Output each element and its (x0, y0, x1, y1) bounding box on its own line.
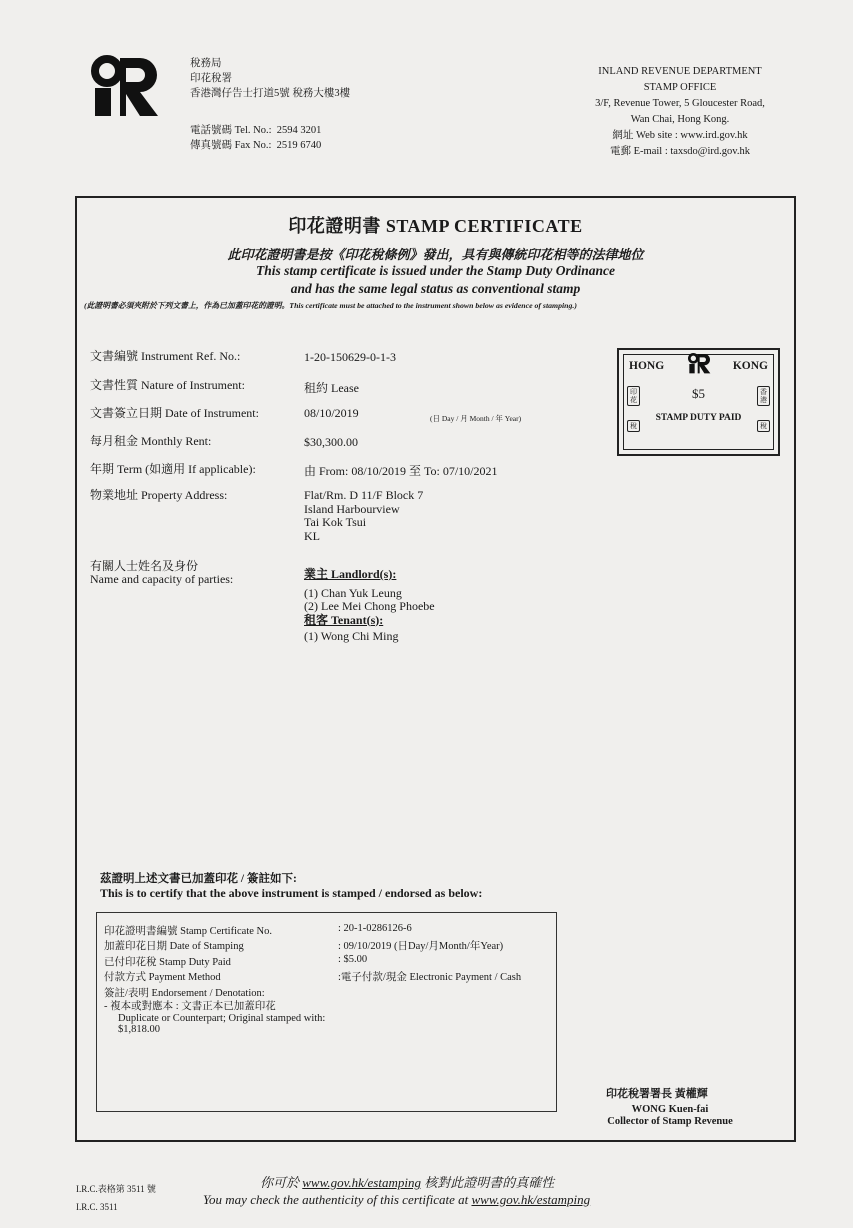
cert-no-value: : 20-1-0286126-6 (338, 923, 412, 934)
landlord-item: (1) Chan Yuk Leung (304, 585, 402, 600)
ref-value: 1-20-150629-0-1-3 (304, 350, 396, 364)
tenant-item: (1) Wong Chi Ming (304, 629, 399, 643)
seal-amount: $5 (692, 386, 705, 401)
stamp-duty-paid-seal (617, 348, 780, 456)
verify-en-prefix: You may check the authenticity of this certificate at (203, 1192, 472, 1207)
seal-hong-text: HONG (629, 360, 665, 372)
endorsement-label: 簽註/表明 Endorsement / Denotation: (104, 988, 265, 999)
seal-side-left-bottom: 稅 (627, 420, 640, 432)
seal-kong-text: KONG (732, 360, 768, 372)
seal-side-left-top: 印花 (627, 386, 640, 406)
office-en: STAMP OFFICE (643, 82, 717, 93)
attachment-note: (此證明書必須夾附於下列文書上，作為已加蓋印花的證明。This certificate must be attached to the instrument shown below as evidence of stamping.) (84, 301, 577, 310)
rent-value: $30,300.00 (304, 435, 358, 449)
ird-logo (88, 52, 160, 118)
duty-paid-value: : $5.00 (338, 954, 368, 965)
address-cn: 香港灣仔告士打道5號 稅務大樓3樓 (190, 88, 351, 99)
email-label: 電郵 E-mail : (610, 146, 668, 157)
address-en-2: Wan Chai, Hong Kong. (630, 114, 730, 125)
parties-list (304, 568, 435, 644)
website-link[interactable]: www.ird.gov.hk (680, 130, 748, 141)
signer-title-en: Collector of Stamp Revenue (607, 1116, 733, 1127)
verify-cn-suffix: 核對此證明書的真確性 (420, 1175, 555, 1190)
certify-statement-cn: 茲證明上述文書已加蓋印花 / 簽註如下: (100, 873, 297, 885)
subtitle-en-1: This stamp certificate is issued under the Stamp Duty Ordinance (256, 263, 615, 278)
date-label: 文書簽立日期 Date of Instrument: (90, 406, 259, 420)
address-en-1: 3/F, Revenue Tower, 5 Gloucester Road, (595, 98, 765, 109)
endorsement-detail (104, 1001, 325, 1036)
address-line: KL (304, 528, 320, 543)
cert-no-label: 印花證明書編號 Stamp Certificate No. (104, 926, 272, 937)
payment-method-value: :電子付款/現金 Electronic Payment / Cash (338, 972, 522, 983)
duty-paid-label: 已付印花稅 Stamp Duty Paid (104, 957, 231, 968)
parties-label (90, 560, 233, 586)
landlord-heading: 業主 Landlord(s): (304, 567, 397, 581)
parties-label-cn: 有關人士姓名及身份 (90, 559, 199, 573)
verify-link-cn[interactable]: www.gov.hk/estamping (302, 1175, 421, 1190)
tel-label: 電話號碼 Tel. No.: (190, 125, 272, 136)
address-label: 物業地址 Property Address: (90, 488, 228, 502)
term-value: 由 From: 08/10/2019 至 To: 07/10/2021 (304, 464, 498, 478)
ref-label: 文書編號 Instrument Ref. No.: (90, 349, 241, 363)
rent-label: 每月租金 Monthly Rent: (90, 434, 212, 448)
payment-method-label: 付款方式 Payment Method (104, 972, 221, 983)
term-label: 年期 Term (如適用 If applicable): (90, 462, 256, 476)
address-line: Island Harbourview (304, 501, 400, 516)
office-cn: 印花稅署 (190, 73, 232, 84)
form-number-cn: I.R.C.表格第 3511 號 (76, 1184, 156, 1194)
certificate-title: 印花證明書 STAMP CERTIFICATE (288, 216, 583, 236)
subtitle-cn: 此印花證明書是按《印花稅條例》發出，具有與傳統印花相等的法律地位 (227, 247, 644, 262)
address-line: Flat/Rm. D 11/F Block 7 (304, 488, 424, 502)
property-address (304, 489, 423, 543)
fax-label: 傳真號碼 Fax No.: (190, 140, 272, 151)
stamping-date-label: 加蓋印花日期 Date of Stamping (104, 941, 244, 952)
verify-link-en[interactable]: www.gov.hk/estamping (471, 1192, 591, 1207)
signer-name: WONG Kuen-fai (631, 1104, 709, 1115)
endorsement-en: Duplicate or Counterpart; Original stamped with: (118, 1012, 326, 1024)
parties-label-en: Name and capacity of parties: (90, 572, 234, 586)
date-value: 08/10/2019 (304, 406, 359, 420)
tenant-heading: 租客 Tenant(s): (304, 612, 384, 627)
header-chinese-address (190, 56, 350, 101)
verify-cn-prefix: 你可於 (260, 1175, 303, 1190)
stamping-date-value: : 09/10/2019 (日Day/月Month/年Year) (338, 941, 504, 952)
form-number-en: I.R.C. 3511 (76, 1202, 118, 1212)
endorsement-cn: - 複本或對應本 : 文書正本已加蓋印花 (104, 1001, 276, 1012)
nature-value: 租約 Lease (304, 381, 359, 395)
signer-block (600, 1104, 740, 1128)
header-contact (190, 123, 321, 153)
fax-value: 2519 6740 (276, 140, 322, 151)
signer-title-cn: 印花稅署署長 黃權輝 (606, 1088, 708, 1100)
dept-en: INLAND REVENUE DEPARTMENT (598, 66, 762, 77)
seal-paid-text: STAMP DUTY PAID (655, 413, 742, 423)
nature-label: 文書性質 Nature of Instrument: (90, 378, 245, 392)
website-label: 網址 Web site : (612, 130, 678, 141)
seal-side-right-top: 香港 (757, 386, 770, 406)
verify-note-cn (260, 1172, 554, 1191)
date-format-hint: (日 Day / 月 Month / 年 Year) (430, 414, 522, 423)
form-number (76, 1180, 156, 1216)
verify-note-en (203, 1192, 590, 1208)
subtitle-en-2: and has the same legal status as conventional stamp (290, 281, 581, 296)
tel-value: 2594 3201 (276, 125, 322, 136)
seal-ird-logo-icon (685, 352, 713, 374)
address-line: Tai Kok Tsui (304, 515, 367, 529)
endorsement-amount: $1,818.00 (118, 1024, 160, 1035)
landlord-item: (2) Lee Mei Chong Phoebe (304, 599, 435, 613)
certify-statement-en: This is to certify that the above instrument is stamped / endorsed as below: (100, 886, 483, 900)
dept-cn: 稅務局 (190, 58, 222, 69)
email-link[interactable]: taxsdo@ird.gov.hk (670, 146, 750, 157)
header-english-address (560, 64, 800, 160)
seal-side-right-bottom: 稅 (757, 420, 770, 432)
